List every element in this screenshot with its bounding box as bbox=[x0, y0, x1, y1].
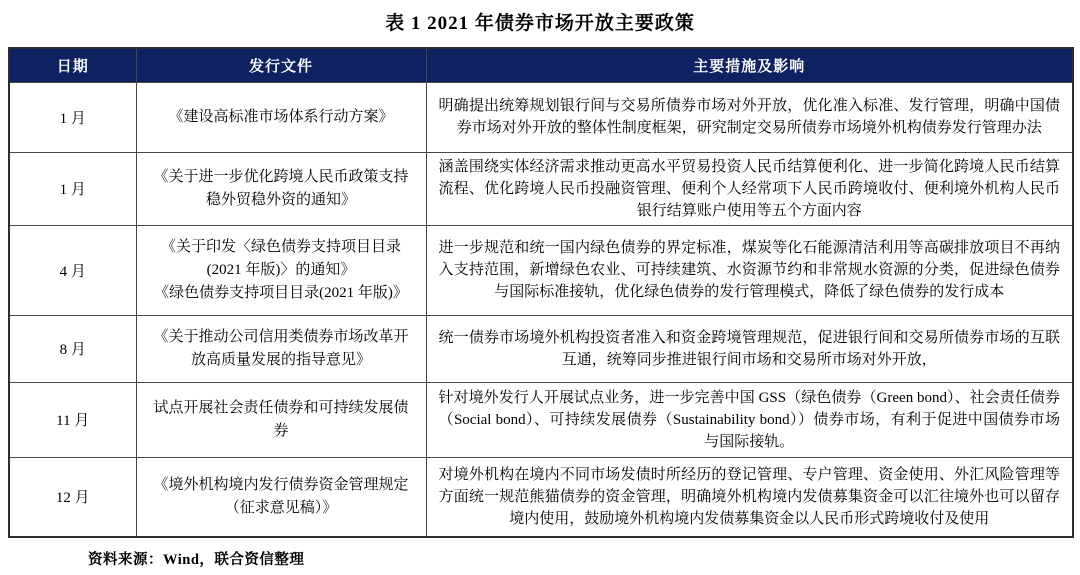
document-cell: 《关于推动公司信用类债券市场改革开放高质量发展的指导意见》 bbox=[136, 315, 426, 382]
table-row bbox=[9, 152, 1073, 225]
document-line: 《绿色债券支持项目目录(2021 年版)》 bbox=[154, 284, 408, 301]
document-line: 《关于印发〈绿色债券支持项目目录(2021 年版)〉的通知》 bbox=[160, 238, 401, 278]
table-row bbox=[9, 457, 1073, 537]
table-title: 表 1 2021 年债券市场开放主要政策 bbox=[385, 13, 695, 34]
document-cell: 《建设高标准市场体系行动方案》 bbox=[136, 82, 426, 152]
measures-cell: 统一债券市场境外机构投资者准入和资金跨境管理规范，促进银行间和交易所债券市场的互联互通，统筹同步推进银行间市场和交易所市场对外开放， bbox=[426, 315, 1073, 382]
header-date: 日期 bbox=[9, 48, 136, 82]
document-cell: 《关于进一步优化跨境人民币政策支持稳外贸稳外资的通知》 bbox=[136, 152, 426, 225]
table-row bbox=[9, 225, 1073, 315]
date-cell: 12 月 bbox=[9, 457, 136, 537]
table-row bbox=[9, 82, 1073, 152]
measures-cell: 针对境外发行人开展试点业务，进一步完善中国 GSS（绿色债券（Green bond）、社会责任债券（Social bond）、可持续发展债券（Sustainability bond））债券市场，有利于促进中国债券市场与国际接轨。 bbox=[426, 382, 1073, 457]
header-measures: 主要措施及影响 bbox=[426, 48, 1073, 82]
document-cell: 《境外机构境内发行债券资金管理规定（征求意见稿）》 bbox=[136, 457, 426, 537]
table-row bbox=[9, 382, 1073, 457]
date-cell: 11 月 bbox=[9, 382, 136, 457]
table-row bbox=[9, 315, 1073, 382]
table-header-row bbox=[9, 48, 1073, 82]
policy-table bbox=[8, 47, 1074, 538]
date-cell: 4 月 bbox=[9, 225, 136, 315]
date-cell: 8 月 bbox=[9, 315, 136, 382]
date-cell: 1 月 bbox=[9, 82, 136, 152]
document-cell bbox=[136, 225, 426, 315]
measures-cell: 对境外机构在境内不同市场发债时所经历的登记管理、专户管理、资金使用、外汇风险管理等方面统一规范熊猫债券的资金管理，明确境外机构境内发债募集资金可以汇往境外也可以留存境内使用，鼓励境外机构境内发债募集资金以人民币形式跨境收付及使用 bbox=[426, 457, 1073, 537]
document-cell: 试点开展社会责任债券和可持续发展债券 bbox=[136, 382, 426, 457]
measures-cell: 进一步规范和统一国内绿色债券的界定标准，煤炭等化石能源清洁利用等高碳排放项目不再纳入支持范围，新增绿色农业、可持续建筑、水资源节约和非常规水资源的分类，促进绿色债券与国际标准接轨，优化绿色债券的发行管理模式，降低了绿色债券的发行成本 bbox=[426, 225, 1073, 315]
date-cell: 1 月 bbox=[9, 152, 136, 225]
header-document: 发行文件 bbox=[136, 48, 426, 82]
data-source-note: 资料来源：Wind，联合资信整理 bbox=[88, 552, 305, 568]
measures-cell: 明确提出统筹规划银行间与交易所债券市场对外开放，优化准入标准、发行管理，明确中国债券市场对外开放的整体性制度框架，研究制定交易所债券市场境外机构债券发行管理办法 bbox=[426, 82, 1073, 152]
measures-cell: 涵盖围绕实体经济需求推动更高水平贸易投资人民币结算便利化、进一步简化跨境人民币结算流程、优化跨境人民币投融资管理、便利个人经常项下人民币跨境收付、便利境外机构人民币银行结算账户使用等五个方面内容 bbox=[426, 152, 1073, 225]
